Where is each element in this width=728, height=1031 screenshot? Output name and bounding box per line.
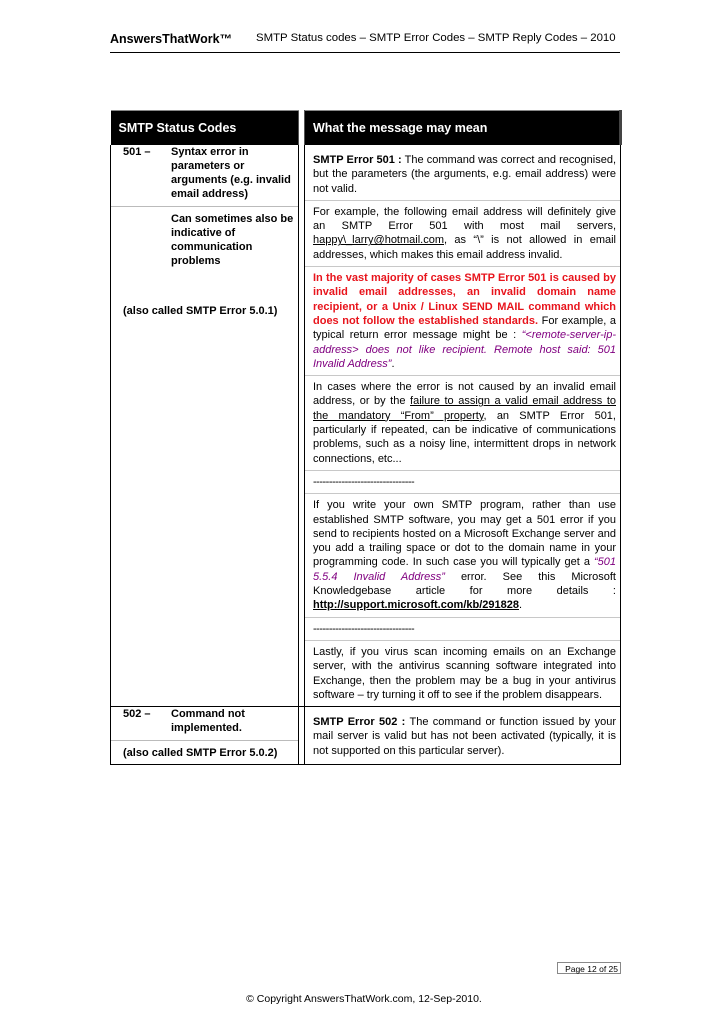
also-called-label: (also called SMTP Error 5.0.2) bbox=[123, 747, 278, 760]
code-description: Command not implemented. bbox=[171, 708, 245, 735]
col-header-status-codes: SMTP Status Codes bbox=[111, 111, 299, 146]
meaning-cell-502 bbox=[305, 707, 621, 765]
example-error-message: “<remote-server-ip-address> does not like recipient. Remote host said: 501 Invalid Address” bbox=[313, 329, 616, 370]
code-number: 502 – bbox=[123, 708, 151, 721]
document-title: SMTP Status codes – SMTP Error Codes – SMTP Reply Codes – 2010 bbox=[256, 32, 616, 44]
meaning-cell-501 bbox=[305, 145, 621, 707]
meaning-paragraph: For example, the following email address will definitely give an SMTP Error 501 with most mail servers, happy\_larry@hotmail.com, as “\” is not allowed in email addresses, which makes this email address invalid. bbox=[305, 200, 620, 266]
code-cell-501 bbox=[111, 145, 299, 707]
meaning-paragraph: Lastly, if you virus scan incoming emails on an Exchange server, with the antivirus scanning software integrated into Exchange, then the problem may be a bug in your antivirus software – try turning it off to see if the problem disappears. bbox=[305, 640, 620, 706]
meaning-paragraph: In cases where the error is not caused by an invalid email address, or by the failure to assign a valid email address to the mandatory “From” property, an SMTP Error 501, particularly if repeated, can be indicative of communications problems, such as a noisy line, intermittent drops in network connections, etc... bbox=[305, 375, 620, 470]
page-number: Page 12 of 25 bbox=[557, 962, 621, 974]
example-email: happy\_larry@hotmail.com bbox=[313, 234, 444, 247]
header-rule bbox=[110, 52, 620, 53]
divider-text: -------------------------------- bbox=[305, 470, 620, 493]
meaning-paragraph: SMTP Error 502 : The command or function issued by your mail server is valid but has not been activated (typically, it is not supported on this particular server). bbox=[313, 716, 616, 757]
code-number: 501 – bbox=[123, 146, 151, 158]
brand-name: AnswersThatWork™ bbox=[110, 32, 233, 46]
kb-article-link[interactable]: http://support.microsoft.com/kb/291828 bbox=[313, 599, 519, 612]
smtp-codes-table bbox=[110, 110, 622, 765]
table-row bbox=[111, 707, 621, 765]
table-row bbox=[111, 145, 621, 707]
table-header-row bbox=[111, 111, 621, 146]
col-header-meaning: What the message may mean bbox=[305, 111, 621, 146]
copyright-footer: © Copyright AnswersThatWork.com, 12-Sep-2010. bbox=[246, 993, 482, 1005]
divider-text: -------------------------------- bbox=[305, 617, 620, 640]
highlighted-cause: In the vast majority of cases SMTP Error 501 is caused by invalid email addresses, an invalid domain name recipient, or a Unix / Linux SEND MAIL command which does not follow the established standards. bbox=[313, 272, 616, 327]
meaning-paragraph: SMTP Error 501 : The command was correct and recognised, but the parameters (the arguments, e.g. email address) were not valid. bbox=[313, 154, 616, 195]
also-called-label: (also called SMTP Error 5.0.1) bbox=[123, 305, 278, 317]
page-header bbox=[110, 24, 620, 48]
code-description: Syntax error in parameters or arguments (e.g. invalid email address) bbox=[171, 146, 291, 200]
meaning-paragraph: In the vast majority of cases SMTP Error 501 is caused by invalid email addresses, an invalid domain name recipient, or a Unix / Linux SEND MAIL command which does not follow the established standards. For example, a typical return error message might be : “<remote-server-ip-address> does not like recipient. Remote host said: 501 Invalid Address”. bbox=[305, 266, 620, 375]
meaning-paragraph: If you write your own SMTP program, rather than use established SMTP software, you may get a 501 error if you send to recipients hosted on a Microsoft Exchange server and you add a trailing space or dot to the domain name in your programming code. In such case you will typically get a “501 5.5.4 Invalid Address” error. See this Microsoft Knowledgebase article for more details : http://support.microsoft.com/kb/291828. bbox=[305, 493, 620, 616]
code-additional-note: Can sometimes also be indicative of communication problems bbox=[171, 213, 294, 267]
code-cell-502 bbox=[111, 707, 299, 765]
